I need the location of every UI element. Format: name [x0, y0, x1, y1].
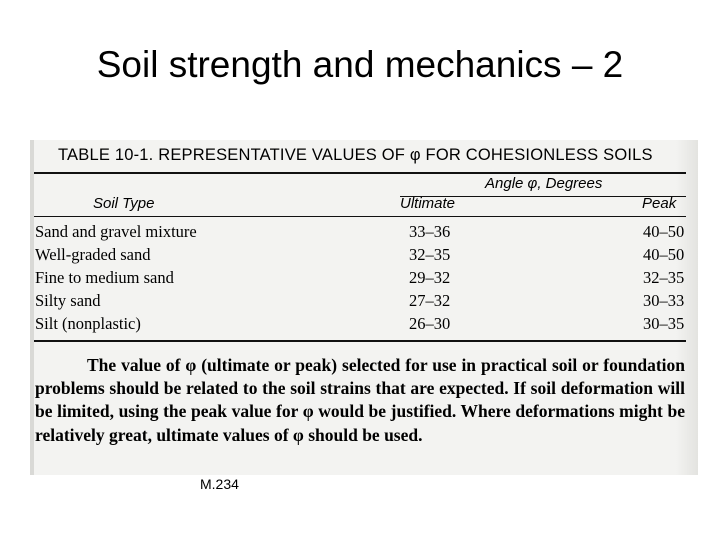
scan-edge — [30, 140, 34, 475]
peak-cell: 30–35 — [643, 314, 685, 333]
note-text: The value of φ (ultimate or peak) selected for use in practical soil or foundation problems should be related to the soil strains that are expected. If soil deformation will be limited, using the peak value for φ would be justified. Where deformations might be relatively great, ultimate values of φ should be used. — [35, 355, 685, 445]
note-paragraph — [35, 354, 685, 447]
soil-type-cell: Silt (nonplastic) — [35, 314, 141, 333]
ultimate-cell: 29–32 — [409, 268, 451, 287]
peak-cell: 32–35 — [643, 268, 685, 287]
column-header-peak: Peak — [642, 195, 677, 212]
table-top-rule — [34, 172, 686, 174]
column-header-soil-type: Soil Type — [93, 195, 155, 212]
ultimate-cell: 27–32 — [409, 291, 451, 310]
soil-type-cell: Fine to medium sand — [35, 268, 174, 287]
peak-cell: 40–50 — [643, 222, 685, 241]
table-group-header: Angle φ, Degrees — [485, 175, 603, 192]
soil-type-cell: Silty sand — [35, 291, 101, 310]
slide-title: Soil strength and mechanics – 2 — [96, 44, 624, 85]
ultimate-cell: 26–30 — [409, 314, 451, 333]
soil-type-cell: Sand and gravel mixture — [35, 222, 197, 241]
header-bottom-rule — [34, 216, 686, 217]
column-header-ultimate: Ultimate — [400, 195, 456, 212]
scanned-table-image — [30, 140, 698, 475]
ultimate-cell: 33–36 — [409, 222, 451, 241]
table-caption: TABLE 10-1. REPRESENTATIVE VALUES OF φ FOR COHESIONLESS SOILS — [58, 146, 653, 164]
table-bottom-rule — [34, 340, 686, 342]
soil-type-cell: Well-graded sand — [35, 245, 151, 264]
peak-cell: 30–33 — [643, 291, 685, 310]
peak-cell: 40–50 — [643, 245, 685, 264]
ultimate-cell: 32–35 — [409, 245, 451, 264]
page-reference: M.234 — [200, 476, 239, 492]
